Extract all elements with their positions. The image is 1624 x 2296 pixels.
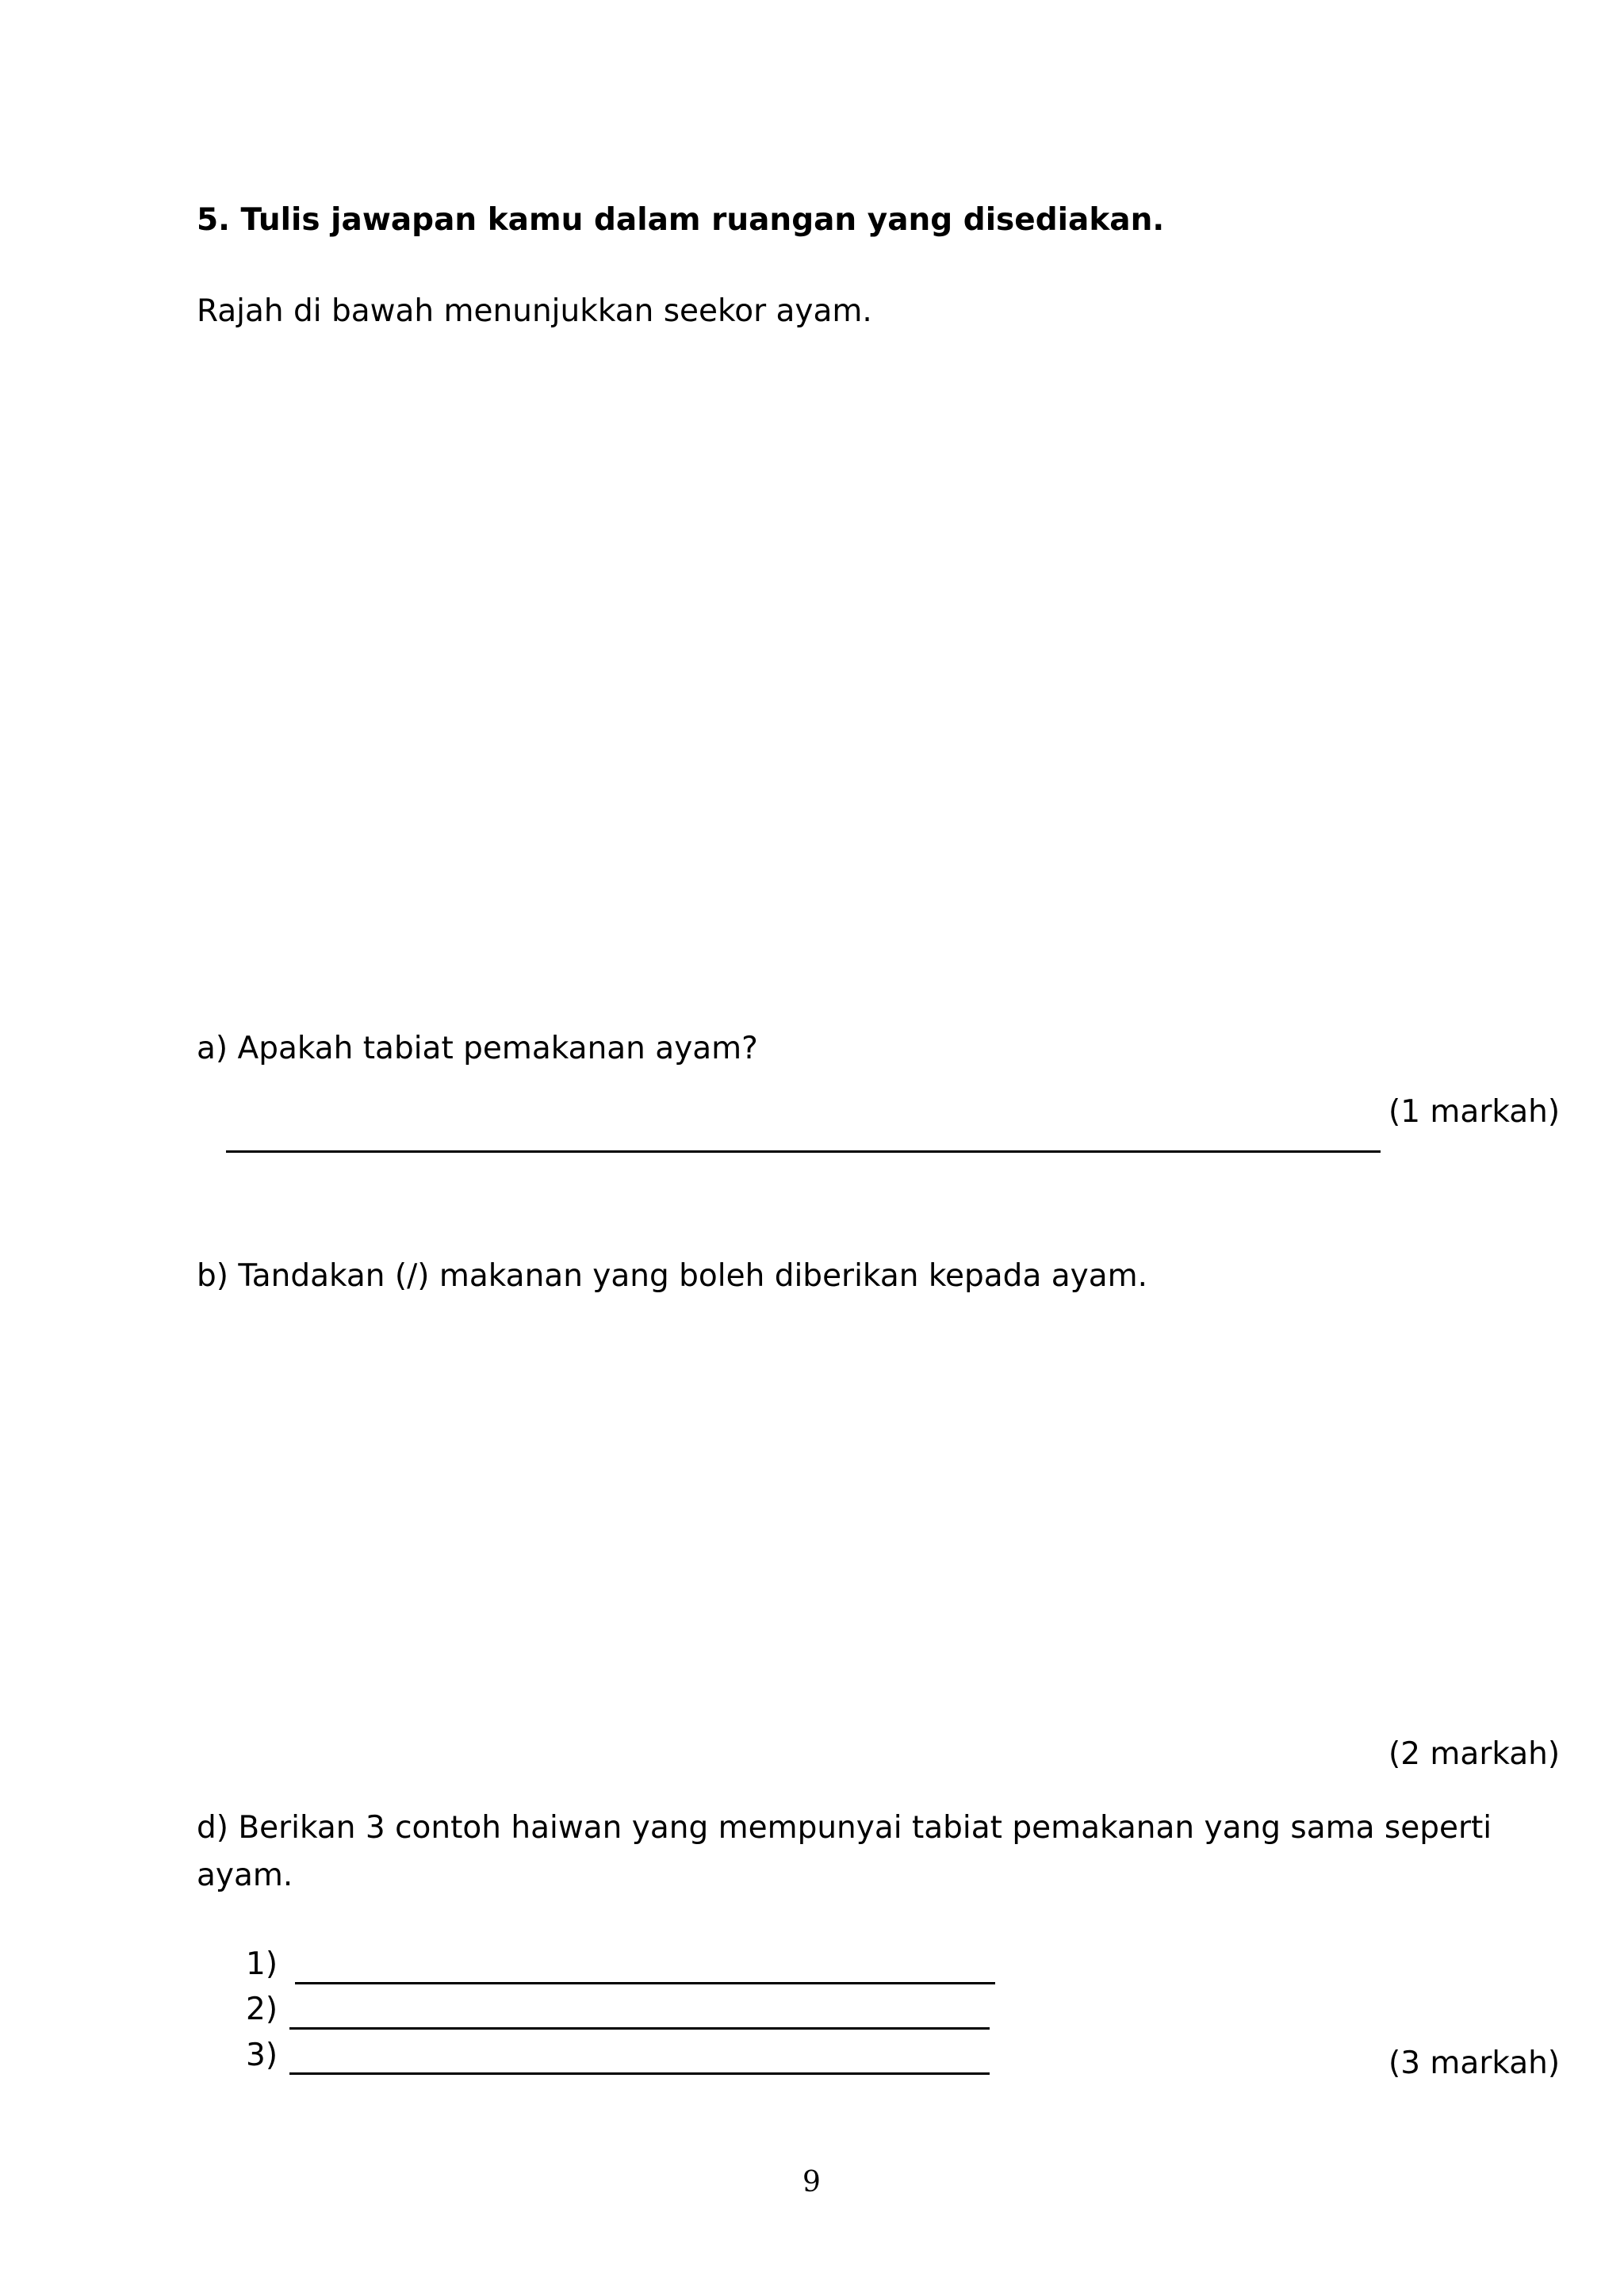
part-d-item-1-label: 1) xyxy=(246,1946,278,1982)
part-d-item-2-line xyxy=(289,2027,990,2030)
food-options-area xyxy=(197,1316,1545,1712)
chicken-figure-area xyxy=(197,349,1545,999)
part-b-marks: (2 markah) xyxy=(1388,1736,1561,1772)
part-d-marks: (3 markah) xyxy=(1388,2045,1561,2081)
part-d-item-1-field[interactable] xyxy=(295,1942,995,1982)
question-heading: 5. Tulis jawapan kamu dalam ruangan yang disediakan. xyxy=(197,202,1165,238)
part-d-item-3-field[interactable] xyxy=(289,2034,990,2073)
part-d-question-line2: ayam. xyxy=(197,1858,293,1893)
part-d-item-2-label: 2) xyxy=(246,1992,278,2027)
part-d-question-line1: d) Berikan 3 contoh haiwan yang mempunyai tabiat pemakanan yang sama seperti xyxy=(197,1810,1492,1846)
part-d-item-2-field[interactable] xyxy=(289,1988,990,2028)
page-number: 9 xyxy=(802,2166,821,2198)
part-a-question: a) Apakah tabiat pemakanan ayam? xyxy=(197,1031,758,1066)
part-d-item-3-line xyxy=(289,2072,990,2075)
part-b-question: b) Tandakan (/) makanan yang boleh diberikan kepada ayam. xyxy=(197,1258,1148,1294)
part-d-item-1-line xyxy=(295,1982,995,1984)
part-d-item-3-label: 3) xyxy=(246,2038,278,2073)
question-intro: Rajah di bawah menunjukkan seekor ayam. xyxy=(197,293,872,329)
part-a-answer-line xyxy=(226,1150,1381,1153)
part-a-answer-field[interactable] xyxy=(226,1110,1381,1150)
part-a-marks: (1 markah) xyxy=(1388,1094,1561,1130)
